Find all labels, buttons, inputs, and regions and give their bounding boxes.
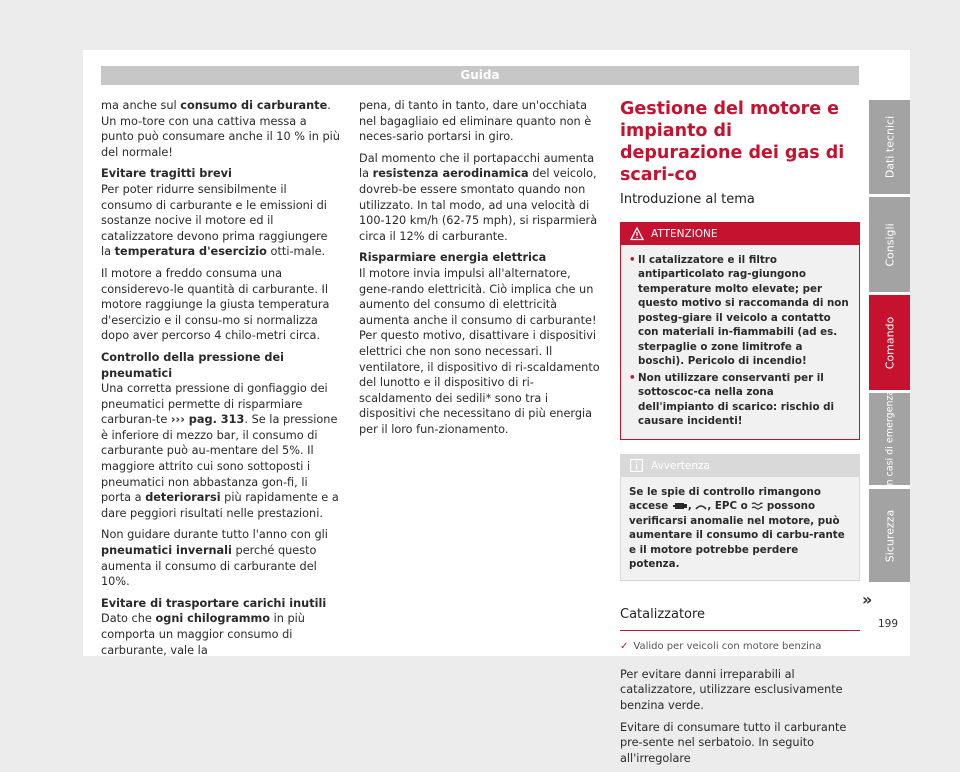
continue-chevron-icon: »: [862, 590, 873, 609]
paragraph: Dato che ogni chilogrammo in più comporta un maggior consumo di carburante, vale la: [101, 612, 305, 657]
section-subheading: Introduzione al tema: [620, 192, 755, 207]
paragraph: Per evitare danni irreparabili al catalizzatore, utilizzare esclusivamente benzina verde.: [620, 667, 843, 712]
paragraph: Una corretta pressione di gonfiaggio dei pneumatici permette di risparmiare carburan-te ››› pag. 313. Se la pressione è inferiore di mezzo bar, il consumo di carburante può au-mentare del 5%. Il maggiore attrito cui sono sottoposti i pneumatici non abbastanza gon-fi, li porta a deteriorarsi più rapidamente e a dare peggiori risultati nelle prestazioni.: [101, 382, 339, 520]
warning-body: [621, 245, 859, 439]
paragraph: ma anche sul consumo di carburante. Un mo-tore con una cattiva messa a punto può consumare anche il 10 % in più del normale!: [101, 99, 340, 159]
page-header: Guida: [101, 66, 859, 85]
glow-plug-icon: [751, 501, 763, 511]
subheading-tragitti: Evitare tragitti brevi: [101, 167, 232, 181]
paragraph: Evitare di consumare tutto il carburante pre-sente nel serbatoio. In seguito all'irregolare: [620, 720, 847, 765]
note-body: Se le spie di controllo rimangono accese , , EPC o possono verificarsi anomalie nel motore, può aumentare il consumo di carbu-rante e il motore potrebbe perdere potenza.: [621, 477, 859, 580]
subheading-pressione: Controllo della pressione dei pneumatici: [101, 350, 284, 380]
paragraph: Per poter ridurre sensibilmente il consumo di carburante e le emissioni di sostanze nocive il motore ed il catalizzatore devono prima raggiungere la temperatura d'esercizio otti-male.: [101, 182, 328, 259]
paragraph: pena, di tanto in tanto, dare un'occhiata nel bagagliaio ed eliminare quanto non è neces-sario portarsi in giro.: [359, 99, 592, 144]
warning-item: • Non utilizzare conservanti per il sottoscoc-ca nella zona dell'impianto di scarico: rischio di causare incidenti!: [629, 371, 834, 428]
info-icon: [630, 459, 643, 472]
warning-triangle-icon: [630, 227, 644, 241]
engine-warning-icon: [672, 501, 688, 511]
column-1: [101, 98, 341, 664]
warning-header: [621, 223, 859, 245]
subheading-energia: Risparmiare energia elettrica: [359, 251, 547, 265]
tab-comando[interactable]: Comando: [869, 295, 910, 390]
check-icon: ✓: [620, 641, 629, 653]
page-number: 199: [878, 618, 899, 630]
paragraph: Il motore invia impulsi all'alternatore, gene-rando elettricità. Ciò implica che un aumento del consumo di elettricità aumenta anche il consumo di carburante! Per questo motivo, disattivare i dispositivi elettrici che non sono necessari. Il ventilatore, il dispositivo di ri-scaldamento del lunotto e il dispositivo di ri-scaldamento dei sedili* sono tra i dispositivi che necessitano di più energia per il loro fun-zionamento.: [359, 266, 600, 436]
coolant-temperature-icon: [695, 501, 707, 511]
warning-label: ATTENZIONE: [651, 227, 718, 240]
validity-note: ✓ Valido per veicoli con motore benzina: [620, 641, 822, 653]
warning-item: • Il catalizzatore e il filtro antiparticolato rag-giungono temperature molto elevate; per questo motivo si raccomanda di non posteg-giare il veicolo a contatto con materiali in-fiammabili (ad es. sterpaglie o zone limitrofe a boschi). Pericolo di incendio!: [629, 253, 849, 368]
tab-dati-tecnici[interactable]: Dati tecnici: [869, 100, 910, 194]
page-reference-link[interactable]: ››› pag. 313: [170, 413, 245, 427]
paragraph: Non guidare durante tutto l'anno con gli pneumatici invernali perché questo aumenta il consumo di carburante del 10%.: [101, 528, 328, 589]
section-heading: Gestione del motore e impianto di depurazione dei gas di scari-co: [620, 99, 845, 185]
paragraph: Il motore a freddo consuma una considerevo-le quantità di carburante. Il motore raggiunge la giusta temperatura d'esercizio e il consu-mo si normalizza dopo aver percorso 4 chilo-metri circa.: [101, 266, 330, 343]
paragraph: Dal momento che il portapacchi aumenta la resistenza aerodinamica del veicolo, dovreb-be essere smontato quando non utilizzato. In tal modo, ad una velocità di 100-120 km/h (62-75 mph), si risparmierà circa il 12% di carburante.: [359, 151, 598, 243]
subheading-carichi: Evitare di trasportare carichi inutili: [101, 596, 327, 610]
tab-casi-di-emergenza[interactable]: In casi di emergenza: [869, 393, 910, 485]
column-3: [620, 98, 860, 772]
column-2: [359, 98, 602, 443]
note-header: [621, 455, 859, 477]
tab-consigli[interactable]: Consigli: [869, 197, 910, 292]
epc-label: EPC: [714, 500, 738, 513]
warning-box: [620, 222, 860, 440]
note-label: Avvertenza: [651, 459, 710, 472]
tab-sicurezza[interactable]: Sicurezza: [869, 489, 910, 582]
catalizzatore-heading: Catalizzatore: [620, 607, 860, 632]
note-box: [620, 454, 860, 581]
